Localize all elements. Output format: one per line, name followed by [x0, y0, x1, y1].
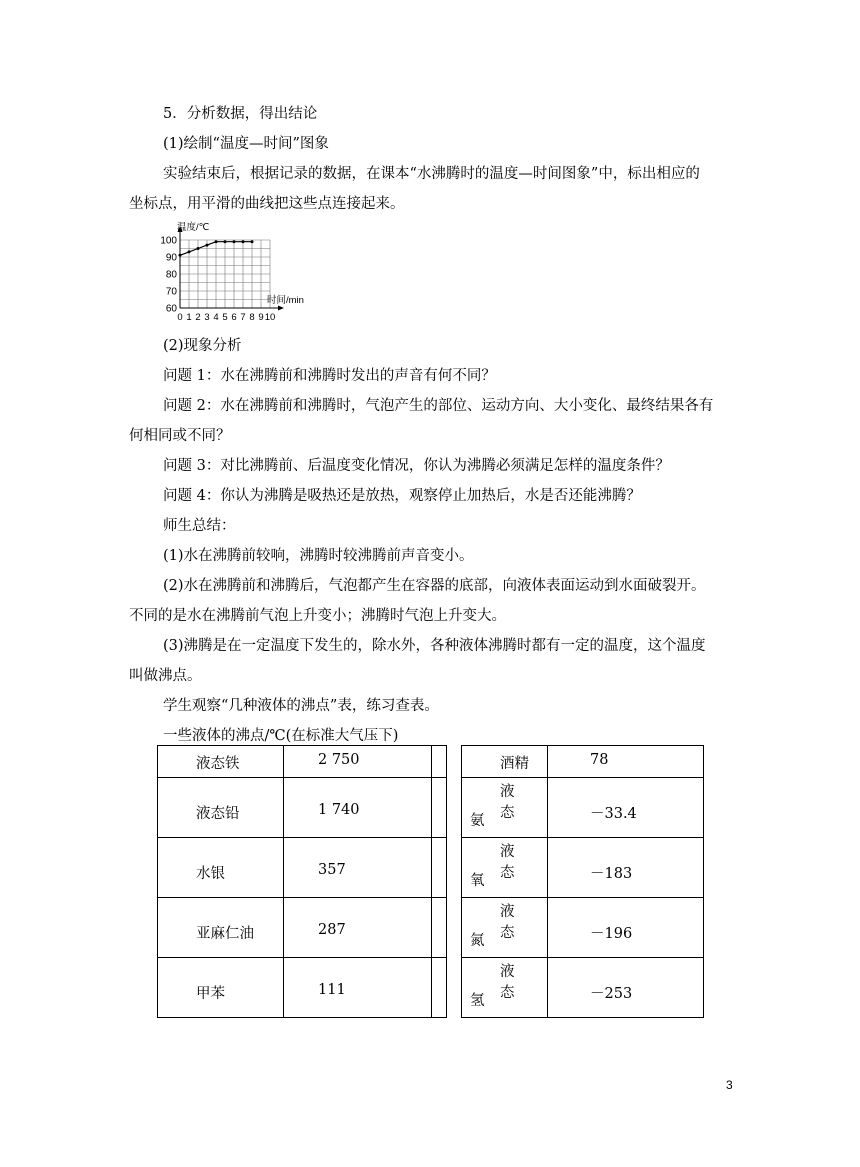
- section-heading: 5．分析数据，得出结论: [163, 106, 318, 122]
- liquid-name: 亚麻仁油: [158, 898, 284, 958]
- liquid-name-part: 氨: [470, 813, 485, 829]
- x-tick-label: 9: [258, 312, 264, 323]
- liquid-name-part: 氧: [470, 873, 485, 889]
- boiling-point-value: －183: [548, 838, 704, 898]
- question-2-line: 何相同或不同？: [129, 428, 231, 444]
- data-point: [197, 247, 200, 250]
- page-number: 3: [726, 1078, 733, 1092]
- liquid-name: 酒精: [462, 746, 548, 778]
- liquid-name-part: 氢: [470, 993, 485, 1009]
- table-row: [158, 898, 704, 958]
- data-point: [242, 240, 245, 243]
- y-tick-label: 60: [165, 303, 177, 315]
- boiling-point-value: －196: [548, 898, 704, 958]
- y-axis-label: 温度/℃: [177, 222, 210, 233]
- table-caption: 一些液体的沸点/℃(在标准大气压下): [163, 728, 399, 744]
- liquid-name-cell: [462, 958, 548, 1018]
- boiling-point-value: －33.4: [548, 778, 704, 838]
- table-gap: [432, 838, 447, 898]
- boiling-point-value: 287: [284, 898, 432, 958]
- y-tick-label: 70: [165, 286, 177, 298]
- chart-svg: [158, 220, 328, 328]
- table-gap: [447, 958, 462, 1018]
- table-gap: [432, 746, 447, 778]
- summary-point-2-line: (2)水在沸腾前和沸腾后，气泡都产生在容器的底部，向液体表面运动到水面破裂开。: [163, 578, 706, 594]
- liquid-name: 液态铅: [158, 778, 284, 838]
- data-point: [188, 250, 191, 253]
- summary-point-3-line: 叫做沸点。: [129, 668, 202, 684]
- table-gap: [432, 958, 447, 1018]
- x-tick-label: 2: [195, 312, 201, 323]
- subheading-analysis: (2)现象分析: [163, 338, 242, 354]
- table-gap: [447, 778, 462, 838]
- table-gap: [432, 898, 447, 958]
- x-tick-label: 10: [264, 312, 276, 323]
- liquid-name: 甲苯: [158, 958, 284, 1018]
- x-axis-label: 时间/min: [267, 295, 304, 306]
- liquid-name-cell: [462, 778, 548, 838]
- table-gap: [432, 778, 447, 838]
- data-point: [224, 240, 227, 243]
- table-row: [158, 958, 704, 1018]
- liquid-name-cell: [462, 898, 548, 958]
- x-tick-label: 1: [186, 312, 192, 323]
- summary-point-3-line: (3)沸腾是在一定温度下发生的，除水外，各种液体沸腾时都有一定的温度，这个温度: [163, 638, 706, 654]
- question-1: 问题 1：水在沸腾前和沸腾时发出的声音有何不同？: [163, 368, 496, 384]
- y-tick-label: 80: [165, 269, 177, 281]
- y-tick-label: 100: [160, 235, 177, 247]
- liquid-name-cell: [462, 838, 548, 898]
- x-axis-arrow: [278, 306, 284, 311]
- boiling-point-value: 2 750: [284, 746, 432, 778]
- boiling-point-table: [157, 745, 704, 1018]
- boiling-point-value: 78: [548, 746, 704, 778]
- liquid-name-part: 液态: [500, 844, 529, 881]
- liquid-name: 水银: [158, 838, 284, 898]
- data-point: [179, 254, 182, 257]
- boiling-point-value: 111: [284, 958, 432, 1018]
- x-tick-label: 6: [231, 312, 237, 323]
- liquid-name-part: 氮: [470, 933, 485, 949]
- boiling-point-value: 1 740: [284, 778, 432, 838]
- question-3: 问题 3：对比沸腾前、后温度变化情况，你认为沸腾必须满足怎样的温度条件？: [163, 458, 670, 474]
- x-tick-label: 3: [204, 312, 210, 323]
- table-row: [158, 778, 704, 838]
- subheading-plot: (1)绘制“温度—时间”图象: [163, 136, 329, 152]
- summary-point-1: (1)水在沸腾前较响，沸腾时较沸腾前声音变小。: [163, 548, 474, 564]
- question-4: 问题 4：你认为沸腾是吸热还是放热，观察停止加热后，水是否还能沸腾？: [163, 488, 641, 504]
- paragraph-line: 坐标点，用平滑的曲线把这些点连接起来。: [129, 196, 405, 212]
- temperature-time-chart: [158, 220, 328, 328]
- summary-heading: 师生总结：: [163, 518, 236, 534]
- summary-point-2-line: 不同的是水在沸腾前气泡上升变小；沸腾时气泡上升变大。: [129, 608, 506, 624]
- data-point: [233, 240, 236, 243]
- table-row: [158, 838, 704, 898]
- y-tick-label: 90: [165, 252, 177, 264]
- observation-line: 学生观察“几种液体的沸点”表，练习查表。: [163, 698, 439, 714]
- x-tick-label: 4: [213, 312, 219, 323]
- liquid-name-part: 液态: [500, 904, 529, 941]
- data-point: [251, 240, 254, 243]
- liquid-name-part: 液态: [500, 784, 529, 821]
- data-point: [215, 240, 218, 243]
- table-gap: [447, 898, 462, 958]
- boiling-point-value: －253: [548, 958, 704, 1018]
- x-tick-label: 0: [177, 312, 183, 323]
- x-tick-label: 7: [240, 312, 246, 323]
- liquid-name: 液态铁: [158, 746, 284, 778]
- table-gap: [447, 838, 462, 898]
- table-gap: [447, 746, 462, 778]
- table-row: [158, 746, 704, 778]
- boiling-point-value: 357: [284, 838, 432, 898]
- question-2-line: 问题 2：水在沸腾前和沸腾时，气泡产生的部位、运动方向、大小变化、最终结果各有: [163, 398, 714, 414]
- x-tick-label: 8: [249, 312, 255, 323]
- x-tick-label: 5: [222, 312, 228, 323]
- liquid-name-part: 液态: [500, 964, 529, 1001]
- data-point: [206, 244, 209, 247]
- paragraph-line: 实验结束后，根据记录的数据，在课本“水沸腾时的温度—时间图象”中，标出相应的: [163, 166, 700, 182]
